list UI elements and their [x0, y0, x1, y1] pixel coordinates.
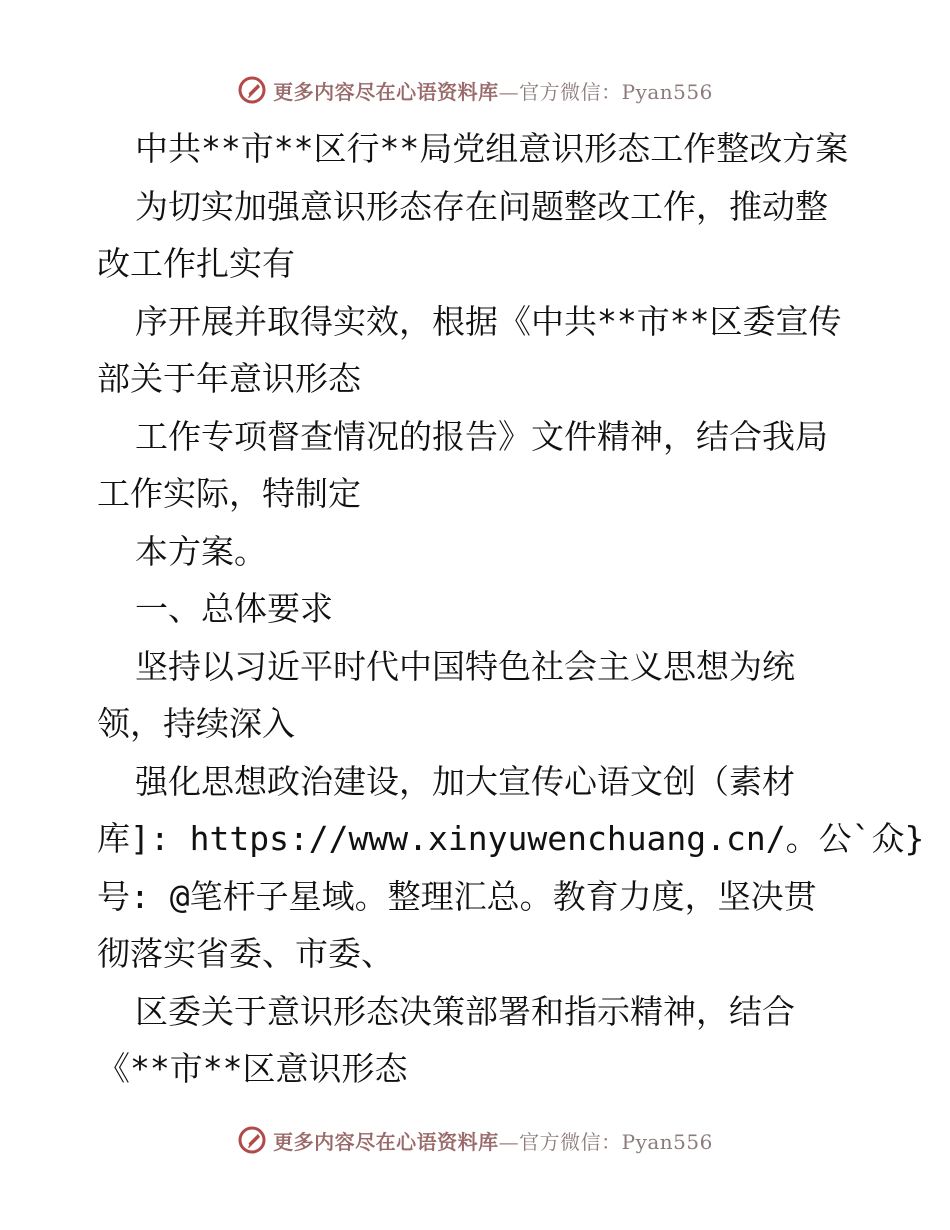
- document-body: [97, 120, 925, 1098]
- document-title: 中共**市**区行**局党组意识形态工作整改方案: [135, 129, 849, 168]
- paragraph-line: 号: @笔杆子星域。整理汇总。教育力度，坚决贯: [97, 876, 817, 916]
- paragraph-line: 库]: https://www.xinyuwenchuang.cn/。公`众}: [97, 819, 925, 858]
- paragraph-line: 序开展并取得实效，根据《中共**市**区委宣传: [135, 301, 842, 341]
- header-watermark-banner: [0, 70, 950, 110]
- section-heading: 一、总体要求: [135, 589, 333, 628]
- header-banner-wechat-id: Pyan556: [621, 79, 713, 104]
- paragraph-line: 本方案。: [135, 531, 267, 571]
- footer-banner-text: [273, 1126, 713, 1155]
- footer-banner-main: 更多内容尽在心语资料库: [273, 1129, 499, 1154]
- paragraph-line: 《**市**区意识形态: [97, 1049, 408, 1088]
- paragraph-line: 区委关于意识形态决策部署和指示精神，结合: [135, 991, 795, 1031]
- paragraph-line: 改工作扎实有: [97, 244, 295, 283]
- paragraph-line: 工作专项督查情况的报告》文件精神，结合我局: [135, 416, 828, 456]
- header-banner-separator: —: [498, 79, 520, 104]
- quill-logo-icon: [237, 1125, 267, 1155]
- footer-banner-wechat-id: Pyan556: [621, 1129, 713, 1154]
- footer-watermark-banner: [0, 1120, 950, 1160]
- header-banner-main: 更多内容尽在心语资料库: [273, 79, 499, 104]
- header-banner-wechat-label: 官方微信：: [519, 79, 622, 104]
- quill-logo-icon: [237, 75, 267, 105]
- paragraph-line: 领，持续深入: [97, 704, 295, 743]
- paragraph-line: 为切实加强意识形态存在问题整改工作，推动整: [135, 186, 828, 226]
- footer-banner-wechat-label: 官方微信：: [519, 1129, 622, 1154]
- footer-banner-separator: —: [498, 1129, 520, 1154]
- paragraph-line: 工作实际，特制定: [97, 474, 361, 513]
- paragraph-line: 强化思想政治建设，加大宣传心语文创（素材: [135, 761, 795, 801]
- paragraph-line: 坚持以习近平时代中国特色社会主义思想为统: [135, 646, 795, 686]
- header-banner-text: [273, 76, 713, 105]
- paragraph-line: 彻落实省委、市委、: [97, 934, 394, 973]
- paragraph-line: 部关于年意识形态: [97, 359, 361, 398]
